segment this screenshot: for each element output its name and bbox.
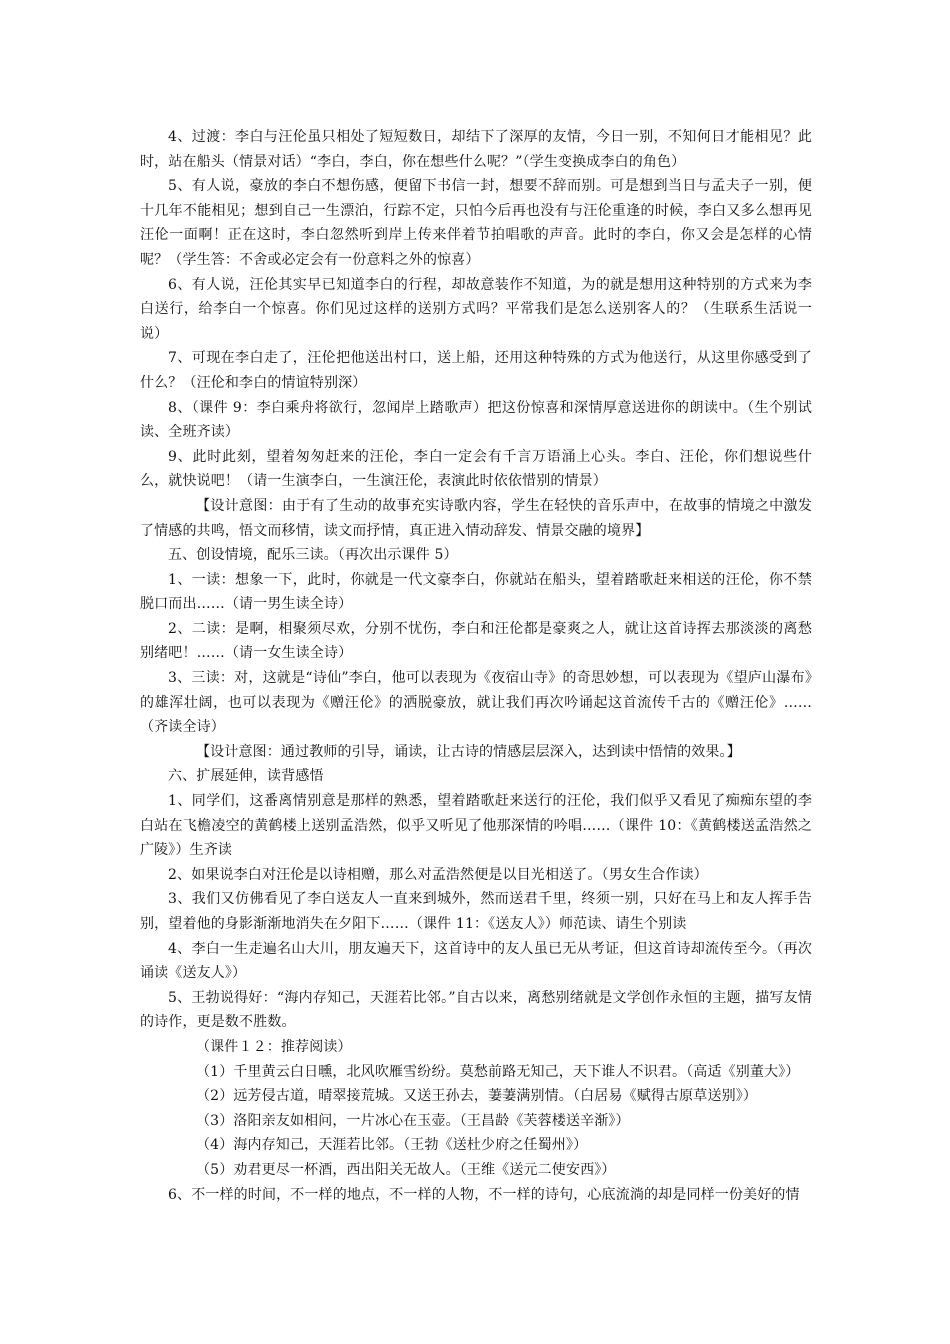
reading-list-item-3: （3）洛阳亲友如相问，一片冰心在玉壶。（王昌龄《芙蓉楼送辛渐》） <box>196 1112 630 1129</box>
section-6-item-4: 4、李白一生走遍名山大川，朋友遍天下，这首诗中的友人虽已无从考证，但这首诗却流传至今。（再次诵读《送友人》） <box>140 940 812 982</box>
reading-list-item-5: （5）劝君更尽一杯酒，西出阳关无故人。（王维《送元二使安西》） <box>196 1161 616 1178</box>
section-5-item-2: 2、二读：是啊，相聚须尽欢，分别不忧伤，李白和汪伦都是豪爽之人，就让这首诗挥去那淡淡的离愁别绪吧！……（请一女生读全诗） <box>140 620 812 662</box>
section-6-item-5: 5、王勃说得好：“海内存知己，天涯若比邻。”自古以来，离愁别绪就是文学创作永恒的主题，描写友情的诗作，更是数不胜数。 <box>140 989 812 1031</box>
paragraph-6: 6、有人说，汪伦其实早已知道李白的行程，却故意装作不知道，为的就是想用这种特别的方式来为李白送行，给李白一个惊喜。你们见过这样的送别方式吗？平常我们是怎么送别客人的？（生联系生活说一说） <box>140 276 812 342</box>
reading-list-item-2: （2）远芳侵古道，晴翠接荒城。又送王孙去，萋萋满别情。（白居易《赋得古原草送别》） <box>196 1088 758 1105</box>
reading-list-item-1: （1）千里黄云白日曛，北风吹雁雪纷纷。莫愁前路无知己，天下谁人不识君。（高适《别董大》） <box>196 1063 800 1080</box>
section-6-item-6: 6、不一样的时间，不一样的地点，不一样的人物，不一样的诗句，心底流淌的却是同样一份美好的情 <box>168 1186 800 1203</box>
section-6-item-3: 3、我们又仿佛看见了李白送友人一直来到城外，然而送君千里，终须一别，只好在马上和友人挥手告别，望着他的身影渐渐地消失在夕阳下……（课件 11：《送友人》）师范读、请生个别读 <box>140 891 812 932</box>
reading-list-item-4: （4）海内存知己，天涯若比邻。（王勃《送杜少府之任蜀州》） <box>196 1137 588 1154</box>
section-5-item-1: 1、一读：想象一下，此时，你就是一代文豪李白，你就站在船头，望着踏歌赶来相送的汪伦，你不禁脱口而出……（请一男生读全诗） <box>140 571 812 613</box>
section-6-title: 六、扩展延伸，读背感悟 <box>168 768 324 785</box>
paragraph-4: 4、过渡：李白与汪伦虽只相处了短短数日，却结下了深厚的友情，今日一别，不知何日才能相见？此时，站在船头（情景对话）“李白，李白，你在想些什么呢？”（学生变换成李白的角色） <box>140 129 812 170</box>
paragraph-5: 5、有人说，豪放的李白不想伤感，便留下书信一封，想要不辞而别。可是想到当日与孟夫子一别，便十几年不能相见；想到自己一生漂泊，行踪不定，只怕今后再也没有与汪伦重逢的时候，李白又多么想再见汪伦一面啊！正在这时，李白忽然听到岸上传来伴着节拍唱歌的声音。此时的李白，你又会是怎样的心情呢？（学生答：不舍或必定会有一份意料之外的惊喜） <box>140 178 812 268</box>
section-5-title: 五、创设情境，配乐三读。（再次出示课件 5） <box>168 547 458 564</box>
paragraph-9: 9、此时此刻，望着匆匆赶来的汪伦，李白一定会有千言万语涌上心头。李白、汪伦，你们想说些什么，就快说吧！（请一生演李白，一生演汪伦，表演此时依依惜别的情景） <box>140 448 812 490</box>
paragraph-7: 7、可现在李白走了，汪伦把他送出村口，送上船，还用这种特殊的方式为他送行，从这里你感受到了什么？（汪伦和李白的情谊特别深） <box>140 350 812 391</box>
section-6-item-1: 1、同学们，这番离情别意是那样的熟悉，望着踏歌赶来送行的汪伦，我们似乎又看见了痴痴东望的李白站在飞檐凌空的黄鹤楼上送别孟浩然，似乎又听见了他那深情的吟唱……（课件 10：《黄鹤楼送孟浩然之广陵》）生齐读 <box>140 793 812 859</box>
paragraph-8: 8、（课件 9：李白乘舟将欲行，忽闻岸上踏歌声）把这份惊喜和深情厚意送进你的朗读中。（生个别试读、全班齐读） <box>140 399 812 441</box>
section-5-item-3: 3、三读：对，这就是“诗仙”李白，他可以表现为《夜宿山寺》的奇思妙想，可以表现为《望庐山瀑布》的雄浑壮阔，也可以表现为《赠汪伦》的洒脱豪放，就让我们再次吟诵起这首流传千古的《赠汪伦》……（齐读全诗） <box>140 670 812 736</box>
design-intent-1: 【设计意图：由于有了生动的故事充实诗歌内容，学生在轻快的音乐声中，在故事的情境之中激发了情感的共鸣，悟文而移情，读文而抒情，真正进入情动辞发、情景交融的境界】 <box>140 497 812 539</box>
design-intent-2: 【设计意图：通过教师的引导，诵读，让古诗的情感层层深入，达到读中悟情的效果。】 <box>196 743 741 760</box>
document-body <box>140 125 812 1207</box>
reading-list-title: （课件１２：推荐阅读） <box>196 1038 352 1055</box>
section-6-item-2: 2、如果说李白对汪伦是以诗相赠，那么对孟浩然便是以目光相送了。（男女生合作读） <box>168 866 708 883</box>
